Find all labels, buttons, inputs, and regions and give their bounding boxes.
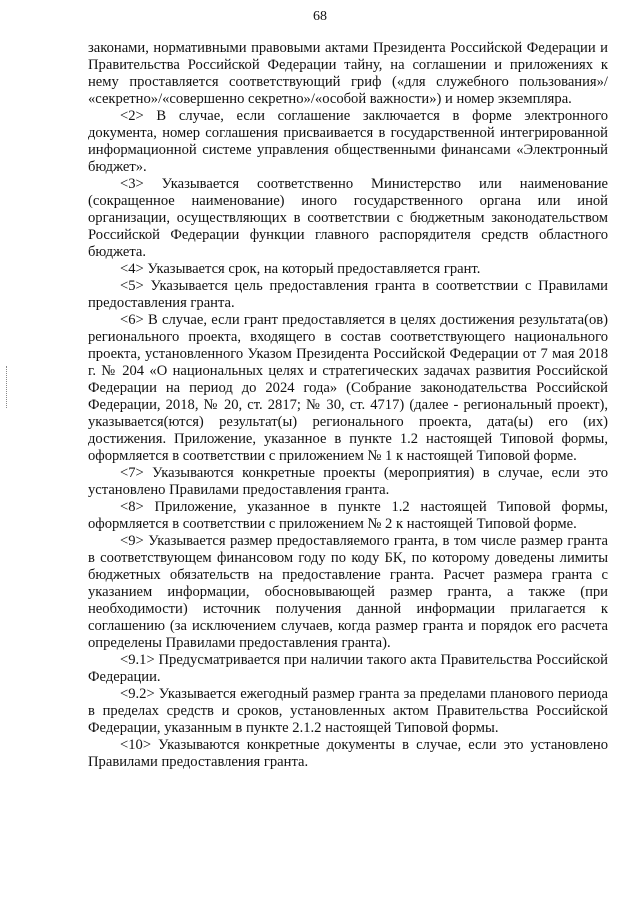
page-number: 68 <box>313 9 327 24</box>
scan-artifact <box>6 366 9 408</box>
footnote-9-1: <9.1> Предусматривается при наличии такого акта Правительства Российской Федерации. <box>88 652 608 685</box>
footnote-5: <5> Указывается цель предоставления гранта в соответствии с Правилами предоставления гранта. <box>88 278 608 311</box>
footnote-3: <3> Указывается соответственно Министерство или наименование (сокращенное наименование) иного государственного органа или иной организации, осуществляющих в соответствии с бюджетным законодательством Российской Федерации функции главного распорядителя средств областного бюджета. <box>88 176 608 260</box>
footnotes-body <box>88 40 608 771</box>
footnote-10: <10> Указываются конкретные документы в случае, если это установлено Правилами предоставления гранта. <box>88 737 608 770</box>
footnote-9-2: <9.2> Указывается ежегодный размер гранта за пределами планового периода в пределах средств и сроков, установленных актом Правительства Российской Федерации, указанным в пункте 2.1.2 настоящей Типовой формы. <box>88 686 608 736</box>
footnote-4: <4> Указывается срок, на который предоставляется грант. <box>120 261 481 277</box>
footnote-2: <2> В случае, если соглашение заключается в форме электронного документа, номер соглашения присваивается в государственной интегрированной информационной системе управления общественными финансами «Электронный бюджет». <box>88 108 608 175</box>
footnote-9: <9> Указывается размер предоставляемого гранта, в том числе размер гранта в соответствующем финансовом году по коду БК, по которому доведены лимиты бюджетных обязательств на предоставление гранта. Расчет размера гранта с указанием информации, обосновывающей размер гранта, а также (при необходимости) источник получения данной информации прилагается к соглашению (за исключением случаев, когда размер гранта и порядок его расчета определены Правилами предоставления гранта). <box>88 533 608 651</box>
footnote-7: <7> Указываются конкретные проекты (мероприятия) в случае, если это установлено Правилами предоставления гранта. <box>88 465 608 498</box>
footnote-8: <8> Приложение, указанное в пункте 1.2 настоящей Типовой формы, оформляется в соответствии с приложением № 2 к настоящей Типовой форме. <box>88 499 608 532</box>
footnote-continuation: законами, нормативными правовыми актами Президента Российской Федерации и Правительства Российской Федерации тайну, на соглашении и приложениях к нему проставляется соответствующий гриф («для служебного пользования»/ «секретно»/«совершенно секретно»/«особой важности») и номер экземпляра. <box>88 40 608 107</box>
footnote-6: <6> В случае, если грант предоставляется в целях достижения результата(ов) регионального проекта, входящего в состав соответствующего национального проекта, установленного Указом Президента Российской Федерации от 7 мая 2018 г. № 204 «О национальных целях и стратегических задачах развития Российской Федерации на период до 2024 года» (Собрание законодательства Российской Федерации, 2018, № 20, ст. 2817; № 30, ст. 4717) (далее - региональный проект), указывается(ются) результат(ы) регионального проекта, дата(ы) его (их) достижения. Приложение, указанное в пункте 1.2 настоящей Типовой формы, оформляется в соответствии с приложением № 1 к настоящей Типовой форме. <box>88 312 608 464</box>
